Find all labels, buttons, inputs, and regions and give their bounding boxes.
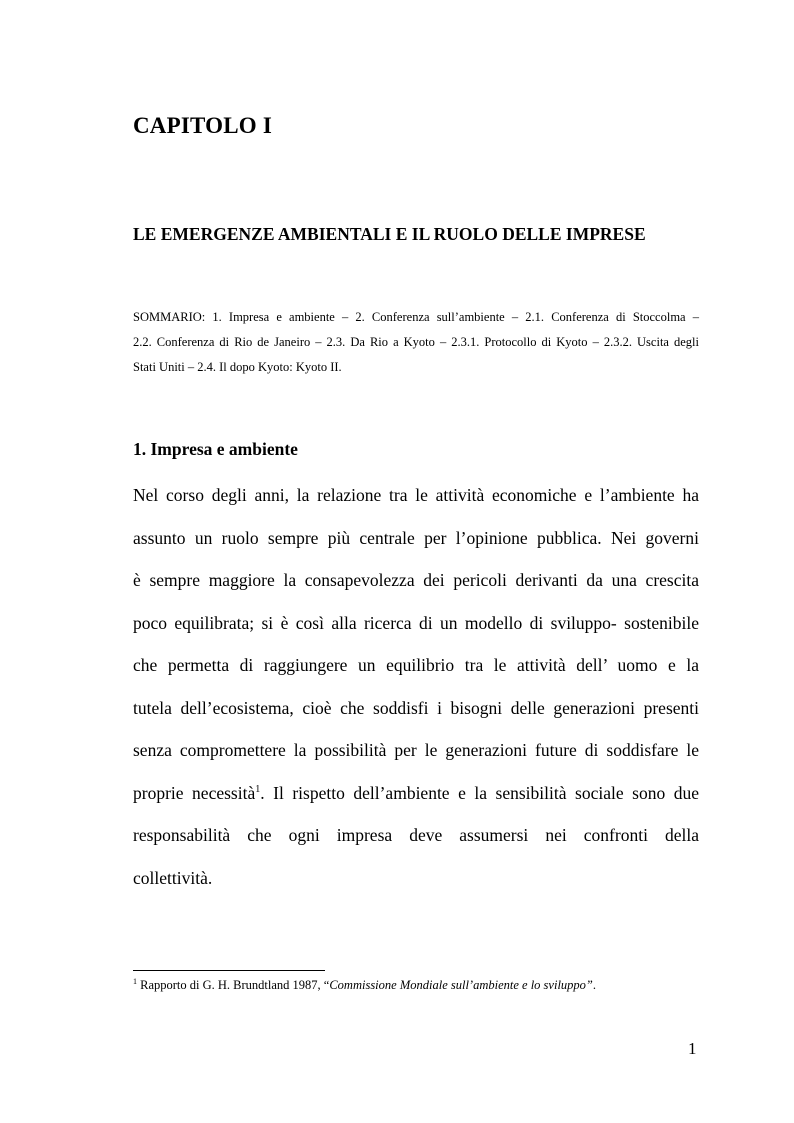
body-line: senza compromettere la possibilità per le generazioni future di soddisfare le bbox=[133, 740, 699, 760]
body-line: tutela dell’ecosistema, cioè che soddisfi i bisogni delle generazioni presenti bbox=[133, 697, 699, 718]
section-heading: 1. Impresa e ambiente bbox=[133, 439, 298, 459]
summary-line: SOMMARIO: 1. Impresa e ambiente – 2. Conferenza sull’ambiente – 2.1. Conferenza di Stoccolma – bbox=[133, 310, 699, 324]
body-line: responsabilità che ogni impresa deve assumersi nei confronti della bbox=[133, 825, 699, 845]
chapter-title: CAPITOLO I bbox=[133, 113, 272, 138]
footnote-divider bbox=[133, 970, 325, 971]
body-line-with-footnote bbox=[133, 775, 699, 818]
body-text-fragment: . Il rispetto dell’ambiente e la sensibilità sociale sono due bbox=[260, 782, 699, 803]
summary-line: Stati Uniti – 2.4. Il dopo Kyoto: Kyoto II. bbox=[133, 360, 342, 374]
body-line: collettività. bbox=[133, 867, 213, 888]
footnote-italic-title: Commissione Mondiale sull’ambiente e lo sviluppo” bbox=[329, 978, 593, 992]
section-body bbox=[133, 477, 699, 902]
body-line: Nel corso degli anni, la relazione tra le attività economiche e l’ambiente ha bbox=[133, 485, 699, 505]
footnote-marker: 1 bbox=[133, 977, 137, 986]
footnote-reference[interactable]: 1 bbox=[255, 783, 261, 795]
footnote bbox=[133, 978, 596, 993]
page-number: 1 bbox=[688, 1039, 697, 1058]
chapter-summary bbox=[133, 305, 699, 380]
body-line: che permetta di raggiungere un equilibrio tra le attività dell’ uomo e la bbox=[133, 655, 699, 675]
body-text-fragment: proprie necessità bbox=[133, 782, 256, 803]
footnote-end: . bbox=[592, 978, 596, 992]
body-line: assunto un ruolo sempre più centrale per l’opinione pubblica. Nei governi bbox=[133, 527, 699, 548]
summary-line: 2.2. Conferenza di Rio de Janeiro – 2.3. Da Rio a Kyoto – 2.3.1. Protocollo di Kyoto – 2.3.2. Uscita degli bbox=[133, 335, 699, 349]
chapter-subtitle: LE EMERGENZE AMBIENTALI E IL RUOLO DELLE IMPRESE bbox=[133, 224, 646, 244]
body-line: è sempre maggiore la consapevolezza dei pericoli derivanti da una crescita bbox=[133, 570, 699, 590]
body-line: poco equilibrata; si è così alla ricerca di un modello di sviluppo- sostenibile bbox=[133, 612, 699, 633]
footnote-text: Rapporto di G. H. Brundtland 1987, “ bbox=[137, 978, 330, 992]
